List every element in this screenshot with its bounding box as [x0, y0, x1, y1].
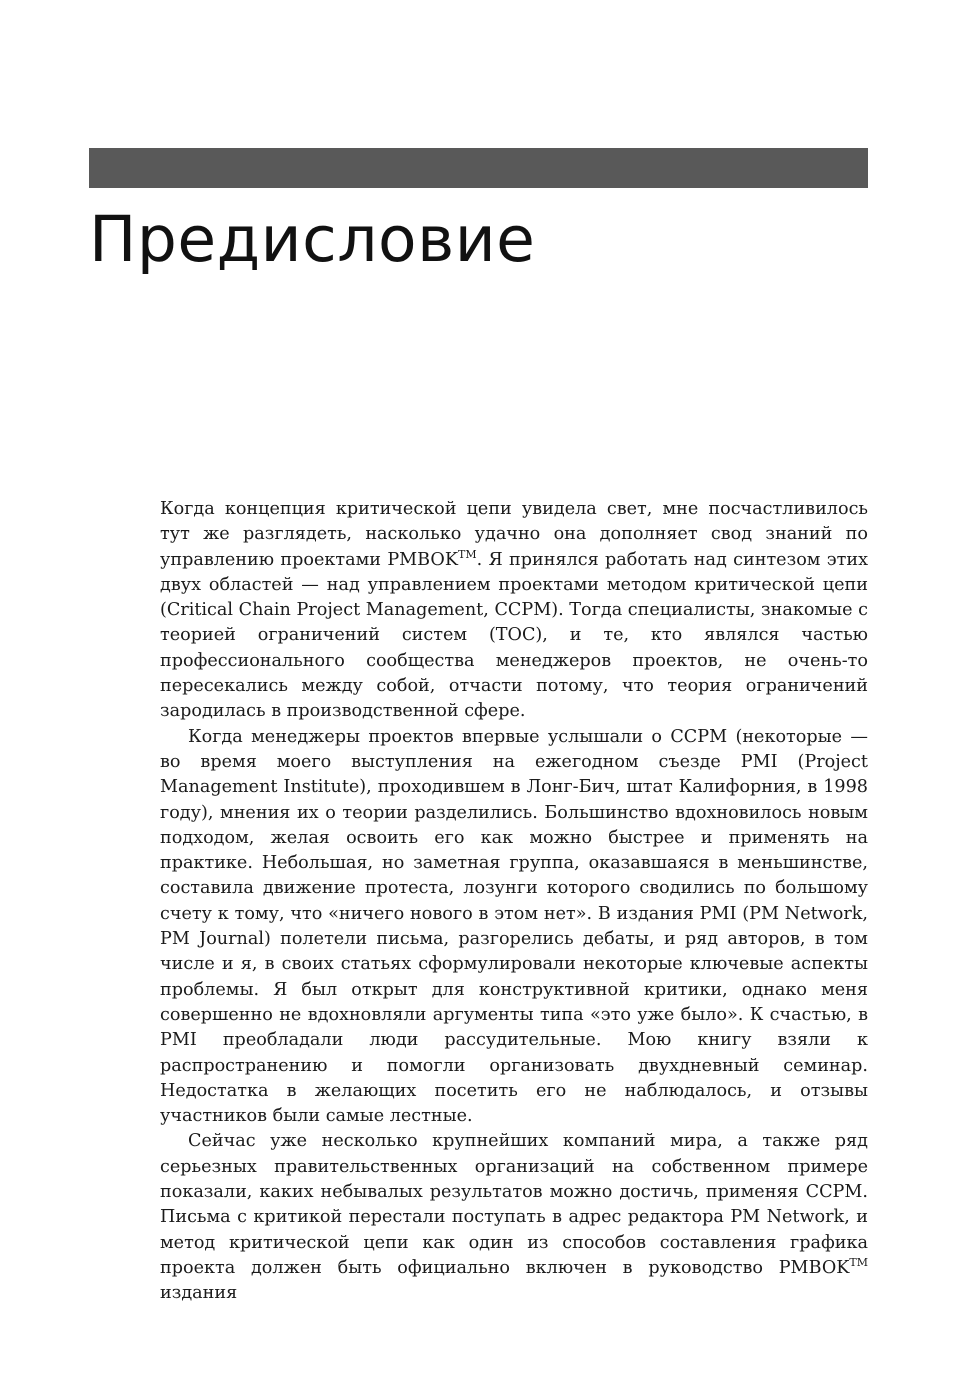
chapter-title: Предисловие: [89, 203, 536, 276]
trademark-superscript: TM: [458, 547, 477, 561]
body-text: [160, 497, 868, 1307]
paragraph-3: [160, 1129, 868, 1306]
paragraph-2: Когда менеджеры проектов впервые услышали о CCPM (некоторые — во время моего выступления на ежегодном съезде PMI (Project Management Institute), проходившем в Лонг-Бич, штат Калифорния, в 1998 году), мнения их о теории разделились. Большинство вдохновилось новым подходом, желая освоить его как можно быстрее и применять на практике. Небольшая, но заметная группа, оказавшаяся в меньшинстве, составила движение протеста, лозунги которого сводились по большому счету к тому, что «ничего нового в этом нет». В издания PMI (PM Network, PM Journal) полетели письма, разгорелись дебаты, и ряд авторов, в том числе и я, в своих статьях сформулировали некоторые ключевые аспекты проблемы. Я был открыт для конструктивной критики, однако меня совершенно не вдохновляли аргументы типа «это уже было». К счастью, в PMI преобладали люди рассудительные. Мою книгу взяли к распространению и помогли организовать двухдневный семинар. Недостатка в желающих посетить его не наблюдалось, и отзывы участников были самые лестные.: [160, 726, 868, 1127]
trademark-superscript: TM: [849, 1256, 868, 1270]
paragraph-1-text-b: . Я принялся работать над синтезом этих двух областей — над управлением проектами методом критической цепи (Critical Chain Project Management, CCPM). Тогда специалисты, знакомые с теорией ограничений систем (TOC), и те, кто являлся частью профессионального сообщества менеджеров проектов, не очень-то пересекались между собой, отчасти потому, что теория ограничений зародилась в производственной сфере.: [160, 549, 869, 722]
chapter-header-band: [89, 148, 868, 188]
paragraph-3-text-b: издания: [160, 1283, 238, 1304]
paragraph-3-text-a: Сейчас уже несколько крупнейших компаний мира, а также ряд серьезных правительственных организаций на собственном примере показали, каких небывалых результатов можно достичь, применяя CCPM. Письма с критикой перестали поступать в адрес редактора PM Network, и метод критической цепи как один из способов составления графика проекта должен быть официально включен в руководство PMBOK: [160, 1131, 868, 1278]
paragraph-1: [160, 497, 868, 725]
paragraph-1-text-a: Когда концепция критической цепи увидела свет, мне посчастливилось тут же разглядеть, насколько удачно она дополняет свод знаний по управлению проектами PMBOK: [160, 499, 868, 570]
